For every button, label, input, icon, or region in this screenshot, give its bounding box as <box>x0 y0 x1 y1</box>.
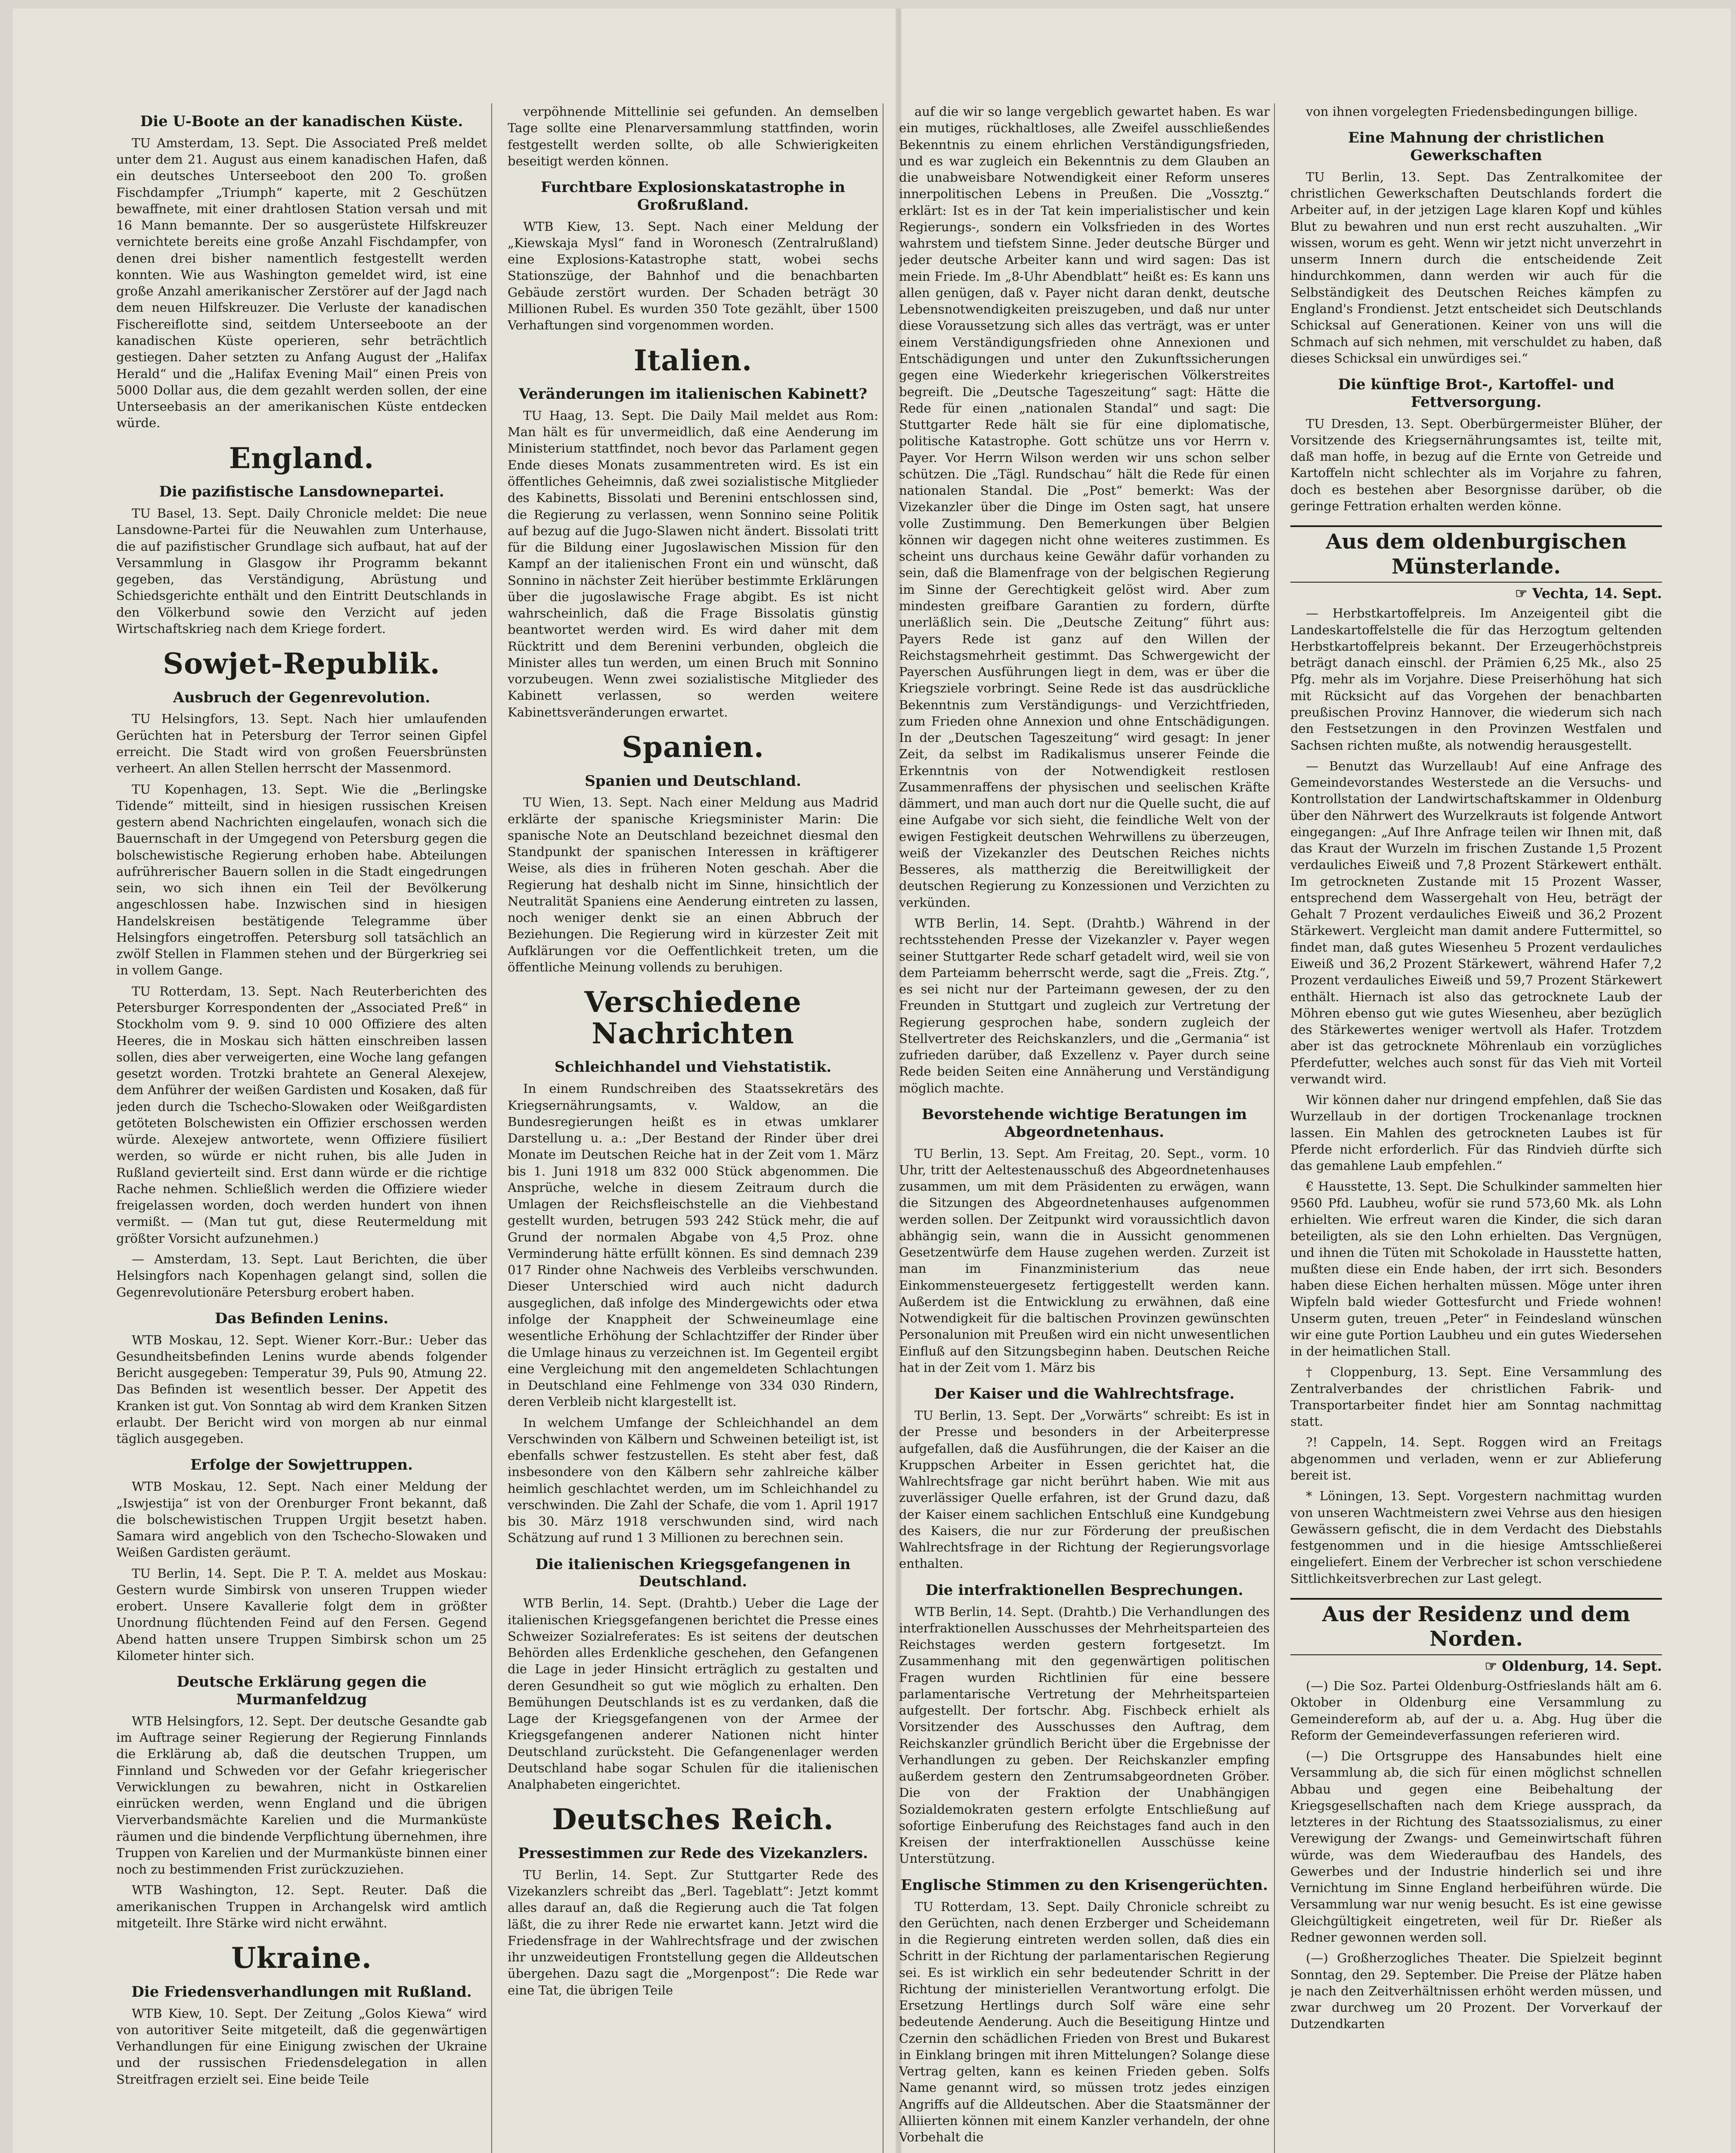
newspaper-page <box>116 103 1666 2153</box>
article-paragraph: TU Berlin, 14. Sept. Die P. T. A. meldet aus Moskau: Gestern wurde Simbirsk von unseren Truppen wieder erobert. Unsere Kavallerie folgt dem in größter Unordnung flüchtenden Feind auf den Fersen. Gegend Abend hatten unsere Truppen Simbirsk schon um 25 Kilometer hinter sich. <box>116 1566 487 1663</box>
article-paragraph: In einem Rundschreiben des Staatssekretärs des Kriegsernährungsamts, v. Waldow, an die Bundesregierungen heißt es in etwas umklarer Darstellung u. a.: „Der Bestand der Rinder über drei Monate im Deutschen Reiche hat in der Zeit vom 1. März bis 1. Juni 1918 um 832 000 Stück abgenommen. Die Ansprüche, welche in diesem Zeitraum durch die Umlagen der Reichsfleischstelle an die Viehbestand gestellt wurden, betrugen 593 242 Stück mehr, die auf Grund der normalen Abgabe von 4,5 Proz. ohne Verminderung hätte erfüllt können. Es sind demnach 239 017 Rinder ohne Nachweis des Verbleibs verschwunden. Dieser Unterschied wird auch nicht dadurch ausgeglichen, daß infolge des Mindergewichts oder etwa infolge der Knappheit der Schweineumlage eine wesentliche Erhöhung der Schlachtziffer der Rinder über die Umlage hinaus zu verzeichnen ist. Im Gegenteil ergibt eine Vergleichung mit den angemeldeten Schlachtungen in Deutschland eine Fehlmenge von 334 030 Rindern, deren Verbleib nicht klargestellt ist. <box>508 1081 878 1409</box>
article-paragraph: † Cloppenburg, 13. Sept. Eine Versammlung des Zentralverbandes der christlichen Fabrik- und Transportarbeiter findet hier am Sonntag nachmittag statt. <box>1290 1365 1662 1429</box>
article-paragraph: WTB Washington, 12. Sept. Reuter. Daß die amerikanischen Truppen in Archangelsk wird amtlich mitgeteilt. Ihre Stärke wird nicht erwähnt. <box>116 1883 487 1930</box>
article-paragraph: Wir können daher nur dringend empfehlen, daß Sie das Wurzellaub in der dortigen Trockenanlage trocknen lassen. Ein Mahlen des getrockneten Laubes ist für Pferde nicht erforderlich. Für das Rindvieh dürfte sich das gemahlene Laub empfehlen.“ <box>1290 1092 1662 1173</box>
article-paragraph: — Amsterdam, 13. Sept. Laut Berichten, die über Helsingfors nach Kopenhagen gelangt sind, sollen die Gegenrevolutionäre Petersburg erobert haben. <box>116 1251 487 1300</box>
article-paragraph: — Herbstkartoffelpreis. Im Anzeigenteil gibt die Landeskartoffelstelle die für das Herzogtum geltenden Herbstkartoffelpreis bekannt. Der Erzeugerhöchstpreis beträgt danach einschl. der Prämien 6,25 Mk., also 25 Pfg. mehr als im Vorjahre. Diese Preiserhöhung hat sich mit Rücksicht auf das Vorgehen der benachbarten preußischen Provinz Hannover, die wiederum sich nach den Festsetzungen in den Provinzen Westfalen und Sachsen richten mußte, als notwendig herausgestellt. <box>1290 606 1662 753</box>
article-heading: Die künftige Brot-, Kartoffel- und Fettversorgung. <box>1338 376 1615 411</box>
article-paragraph: WTB Moskau, 12. Sept. Wiener Korr.-Bur.: Ueber das Gesundheitsbefinden Lenins wurde abends folgender Bericht ausgegeben: Temperatur 39, Puls 90, Atmung 22. Das Befinden ist wesentlich besser. Der Appetit des Kranken ist gut. Von Sonntag ab wird dem Kranken Sitzen erlaubt. Der Bericht wird von morgen ab nur einmal täglich ausgegeben. <box>116 1332 487 1446</box>
article-paragraph: € Hausstette, 13. Sept. Die Schulkinder sammelten hier 9560 Pfd. Laubheu, wofür sie rund 573,60 Mk. als Lohn erhielten. Wie erfreut waren die Kinder, die sich daran beteiligten, als sie den Lohn erhielten. Das Vergnügen, und ihnen die Tüten mit Schokolade in Hausstette hatten, mußten diese ein Ende haben, der irrt sich. Besonders haben diese Eichen herhalten müssen. Möge unter ihren Wipfeln bald wieder Gottesfurcht und Friede wohnen! Unserm guten, treuen „Peter“ in Feindesland wünschen wir eine gute Portion Laubheu und ein gutes Wiedersehen in der heimatlichen Stall. <box>1290 1179 1662 1359</box>
article-heading: Die pazifistische Lansdownepartei. <box>159 483 444 501</box>
article-heading: Pressestimmen zur Rede des Vizekanzlers. <box>518 1845 868 1862</box>
article-paragraph: * Löningen, 13. Sept. Vorgestern nachmittag wurden von unseren Wachtmeistern zwei Vehrse aus den hiesigen Gewässern gefischt, die in dem Verdacht des Diebstahls festgenommen und in die hiesige Amtsschließerei eingeliefert. Einem der Verbrecher ist schon verschiedene Sittlichkeitsverbrechen zur Last gelegt. <box>1290 1489 1662 1586</box>
article-paragraph: WTB Berlin, 14. Sept. (Drahtb.) Ueber die Lage der italienischen Kriegsgefangenen berichtet die Presse eines Schweizer Sozialreferates: Es ist seitens der deutschen Behörden alles Erdenkliche geschehen, den Gefangenen die Lage in jeder Hinsicht erträglich zu gestalten und deren Gesundheit so gut wie möglich zu erhalten. Den Bemühungen Deutschlands ist es zu verdanken, daß die Lage der Kriegsgefangenen von der Armee der Kriegsgefangenen anderer Nationen nicht hinter Deutschland zurücksteht. Die Gefangenenlager werden Deutschland habe sogar Schulen für die italienischen Analphabeten eingerichtet. <box>508 1596 878 1792</box>
article-heading: Spanien und Deutschland. <box>585 772 801 790</box>
article-heading: Erfolge der Sowjettruppen. <box>190 1456 413 1474</box>
article-paragraph: In welchem Umfange der Schleichhandel an dem Verschwinden von Kälbern und Schweinen beteiligt ist, ist ebenfalls schwer festzustellen. Es steht aber fest, daß insbesondere von den Kälbern sehr zahlreiche kälber heimlich geschlachtet werden, um im Schleichhandel zu verschwinden. Die Zahl der Schafe, die vom 1. April 1917 bis 30. März 1918 verschwunden sind, wird nach Schätzung auf rund 1 3 Millionen zu berechnen sein. <box>508 1415 878 1545</box>
article-paragraph: TU Berlin, 13. Sept. Das Zentralkomitee der christlichen Gewerkschaften Deutschlands fordert die Arbeiter auf, in der jetzigen Lage klaren Kopf und kühles Blut zu bewahren und nun erst recht auszuhalten. „Wir wissen, worum es geht. Wenn wir jetzt nicht unverzehrt in unserm Innern durch die entscheidende Zeit hindurchkommen, dann werden wir auch für die Selbständigkeit des Deutschen Reiches kämpfen zu England's Frondienst. Jetzt entscheidet sich Deutschlands Schicksal auf Generationen. Keiner von uns will die Schmach auf sich nehmen, mit verschuldet zu haben, daß dieses Schicksal ein unwürdiges sei.“ <box>1290 169 1662 366</box>
article-paragraph: TU Basel, 13. Sept. Daily Chronicle meldet: Die neue Lansdowne-Partei für die Neuwahlen zum Unterhause, die auf pazifistischer Grundlage sich aufbaut, hat auf der Versammlung in Glasgow ihr Programm bekannt gegeben, das Verständigung, Abrüstung und Schiedsgerichte enthält und den Eintritt Deutschlands in den Völkerbund sowie den Verzicht auf jeden Wirtschaftskrieg nach dem Kriege fordert. <box>116 506 487 636</box>
dateline: ☞ Oldenburg, 14. Sept. <box>1485 1658 1662 1675</box>
dateline: ☞ Vechta, 14. Sept. <box>1515 585 1662 602</box>
article-paragraph: TU Wien, 13. Sept. Nach einer Meldung aus Madrid erklärte der spanische Kriegsminister Marin: Die spanische Note an Deutschland bezeichnet diesmal den Standpunkt der spanischen Interessen in kräftigerer Weise, als dies in früheren Noten geschah. Aber die Regierung hat deshalb nicht im Sinne, hinsichtlich der Neutralität Spaniens eine Aenderung eintreten zu lassen, noch weniger denkt sie an einen Abbruch der Beziehungen. Die Regierung wird in kürzester Zeit mit Aufklärungen vor die Oeffentlichkeit treten, um die öffentliche Meinung vollends zu beruhigen. <box>508 795 878 974</box>
article-paragraph: TU Helsingfors, 13. Sept. Nach hier umlaufenden Gerüchten hat in Petersburg der Terror seinen Gipfel erreicht. Die Stadt wird von großen Feuersbrünsten verheert. An allen Stellen herrscht der Massenmord. <box>116 711 487 776</box>
section-heading: England. <box>229 441 375 475</box>
section-heading: Ukraine. <box>231 1941 372 1975</box>
article-paragraph: (—) Die Ortsgruppe des Hansabundes hielt eine Versammlung ab, die sich für einen möglichst schnellen Abbau und gegen eine Beibehaltung der Kriegsgesellschaften nach dem Kriege aussprach, da letzteres in der Richtung des Staatssozialismus, zu einer Verewigung der Zwangs- und Gemeinwirtschaft führen würde, was dem Wiederaufbau des Handels, des Gewerbes und der Industrie hinderlich sei und ihre Vernichtung im Sinne England herbeiführen würde. Die Versammlung war nur wenig besucht. Es ist eine gewisse Gleichgültigkeit eingetreten, weil für Dr. Rießer als Redner gewonnen werden soll. <box>1290 1749 1662 1945</box>
article-paragraph: WTB Moskau, 12. Sept. Nach einer Meldung der „Iswjestija“ ist von der Orenburger Front bekannt, daß die bolschewistischen Truppen Urgjit besetzt haben. Samara wird angeblich von den Tschecho-Slowaken und Weißen Gardisten geräumt. <box>116 1479 487 1560</box>
article-heading: Die U-Boote an der kanadischen Küste. <box>140 113 463 130</box>
article-paragraph: WTB Berlin, 14. Sept. (Drahtb.) Während in der rechtsstehenden Presse der Vizekanzler v. Payer wegen seiner Stuttgarter Rede scharf getadelt wird, weil sie von dem Parteiamm beherrscht werde, sagt die „Freis. Ztg.“, es sei nicht nur der Parteimann gewesen, der zu den Freunden in Stuttgart und zugleich zur Vertretung der Regierung gesprochen habe, sondern zugleich der Stellvertreter des Reichskanzlers, und die „Germania“ ist zufrieden darüber, daß Exzellenz v. Payer durch seine Rede beiden Seiten eine Annäherung und Verständigung möglich machte. <box>899 916 1270 1095</box>
article-heading: Die interfraktionellen Besprechungen. <box>925 1581 1243 1599</box>
section-heading: Sowjet-Republik. <box>163 647 440 681</box>
article-heading: Ausbruch der Gegenrevolution. <box>173 689 431 706</box>
article-paragraph: TU Berlin, 13. Sept. Der „Vorwärts“ schreibt: Es ist in der Presse und besonders in der Arbeiterpresse aufgefallen, daß die Ausführungen, die der Kaiser an die Kruppschen Arbeiter in Essen gerichtet hat, die Wahlrechtsfrage gar nicht berührt haben. Wie mit aus zuverlässiger Quelle erfahren, ist der Grund dazu, daß der Kaiser einem sachlichen Entschluß eine Kundgebung des Kaisers, die nur zur Förderung der preußischen Wahlrechtsfrage in der Richtung der Regierungsvorlage enthalten. <box>899 1408 1270 1571</box>
article-paragraph: verpöhnende Mittellinie sei gefunden. An demselben Tage sollte eine Plenarversammlung stattfinden, worin festgestellt werden sollte, ob alle Schwierigkeiten beseitigt werden können. <box>508 104 878 168</box>
column-3 <box>899 103 1275 2153</box>
article-heading: Englische Stimmen zu den Krisengerüchten. <box>901 1876 1268 1894</box>
article-paragraph: WTB Berlin, 14. Sept. (Drahtb.) Die Verhandlungen des interfraktionellen Ausschusses der Mehrheitsparteien des Reichstages werden gestern fortgesetzt. Im Zusammenhang mit den gegenwärtigen politischen Fragen wurden Richtlinien für eine bessere parlamentarische Vertretung der Mehrheitsparteien aufgestellt. Der fortschr. Abg. Fischbeck erhielt als Vorsitzender des Ausschusses den Auftrag, dem Reichskanzler gründlich Bericht über die Ergebnisse der Verhandlungen zu geben. Der Reichskanzler empfing außerdem gestern den Zentrumsabgeordneten Gröber. Die von der Fraktion der Unabhängigen Sozialdemokraten gestern erfolgte Entschließung auf sofortige Einberufung des Reichstages fand auch in den Kreisen der interfraktionellen Ausschüsse keine Unterstützung. <box>899 1604 1270 1866</box>
article-heading: Deutsche Erklärung gegen die Murmanfeldzug <box>177 1673 427 1708</box>
article-paragraph: WTB Kiew, 13. Sept. Nach einer Meldung der „Kiewskaja Mysl“ fand in Woronesch (Zentralrußland) eine Explosions-Katastrophe statt, wobei sechs Stationszüge, der Bahnhof und die benachbarten Gebäude zerstört wurden. Der Schaden beträgt 30 Millionen Rubel. Es wurden 350 Tote gezählt, über 1500 Verhaftungen sind vorgenommen worden. <box>508 219 878 333</box>
article-paragraph: TU Rotterdam, 13. Sept. Nach Reuterberichten des Petersburger Korrespondenten der „Associated Preß“ in Stockholm vom 9. 9. sind 10 000 Offiziere des alten Heeres, die in Moskau sich hätten einschreiben lassen sollen, dies aber verweigerten, eine Woche lang gefangen gesetzt worden. Trotzki brahtete an General Alexejew, dem Anführer der weißen Gardisten und Kosaken, daß für jeden durch die Tschecho-Slowaken oder Weißgardisten getöteten Bolschewisten ein Offizier erschossen werden würde. Alexejew antwortete, wenn Offiziere füsiliert werden, so würde er nicht ruhen, bis alle Juden in Rußland gevierteilt sind. Erst dann würde er die richtige Rache nehmen. Schließlich werden die Offiziere wieder freigelassen worden, doch werden hundert von ihnen vermißt. — (Man tut gut, diese Reutermeldung mit größter Vorsicht aufzunehmen.) <box>116 983 487 1246</box>
article-paragraph: TU Dresden, 13. Sept. Oberbürgermeister Blüher, der Vorsitzende des Kriegsernährungsamtes ist, teilte mit, daß man hoffe, in bezug auf die Ernte von Getreide und Kartoffeln nicht schlechter als im Vorjahre zu fahren, doch es bestehen aber Besorgnisse darüber, ob die geringe Fettration erhalten werden könne. <box>1290 416 1662 513</box>
article-paragraph: (—) Die Soz. Partei Oldenburg-Ostfrieslands hält am 6. Oktober in Oldenburg eine Versammlung zu Gemeindereform ab, auf der u. a. Abg. Hug über die Reform der Gemeindeverfassungen referieren wird. <box>1290 1678 1662 1743</box>
article-heading: Furchtbare Explosionskatastrophe in Großrußland. <box>541 179 845 214</box>
article-heading: Der Kaiser und die Wahlrechtsfrage. <box>934 1385 1235 1403</box>
article-paragraph: ?! Cappeln, 14. Sept. Roggen wird an Freitags abgenommen und verladen, wenn er zur Ablieferung bereit ist. <box>1290 1435 1662 1483</box>
article-heading: Die italienischen Kriegsgefangenen in Deutschland. <box>535 1555 851 1591</box>
article-paragraph: (—) Großherzogliches Theater. Die Spielzeit beginnt Sonntag, den 29. September. Die Preise der Plätze haben je nach den Zeitverhältnissen erhöht werden müssen, und zwar durchweg um 20 Prozent. Der Vorverkauf der Dutzendkarten <box>1290 1951 1662 2032</box>
article-paragraph: WTB Helsingfors, 12. Sept. Der deutsche Gesandte gab im Auftrage seiner Regierung der Regierung Finnlands die Erklärung ab, daß die deutschen Truppen, um Finnland und Schweden vor der Gefahr kriegerischer Verwicklungen zu bewahren, nicht in Ostkarelien einrücken werden, wenn England und die übrigen Vierverbandsmächte Karelien und die Murmanküste räumen und die bindende Verpflichtung übernehmen, ihre Truppen von Karelien und der Murmanküste binnen einer noch zu bestimmenden Frist zurückzuziehen. <box>116 1713 487 1877</box>
article-paragraph: TU Berlin, 14. Sept. Zur Stuttgarter Rede des Vizekanzlers schreibt das „Berl. Tageblatt“: Jetzt kommt alles darauf an, daß die Regierung auch die Tat folgen läßt, die zu ihrer Rede nie erwartet kann. Jetzt wird die Friedensfrage in der Wahlrechtsfrage und der zwischen ihr unzweideutigen Frontstellung gegen die Alldeutschen übergehen. Dazu sagt die „Morgenpost“: Die Rede war eine Tat, die übrigen Teile <box>508 1867 878 1998</box>
column-1 <box>116 103 492 2153</box>
article-paragraph: von ihnen vorgelegten Friedensbedingungen billige. <box>1306 104 1638 119</box>
regional-heading: Aus dem oldenburgischen Münsterlande. <box>1290 525 1662 583</box>
column-2 <box>508 103 884 2153</box>
section-heading: Deutsches Reich. <box>552 1802 834 1837</box>
article-paragraph: TU Kopenhagen, 13. Sept. Wie die „Berlingske Tidende“ mitteilt, sind in hiesigen russischen Kreisen gestern abend Nachrichten eingelaufen, wonach sich die Bauernschaft in der Umgegend von Petersburg gegen die bolschewistische Regierung erhoben habe. Abteilungen aufrührerischer Bauern sollen in die Stadt eingedrungen sein, wo sich ihnen ein Teil der Bevölkerung angeschlossen habe. Inzwischen sind in hiesigen Handelskreisen bestätigende Telegramme über Helsingfors eingetroffen. Petersburg soll tatsächlich an zwölf Stellen in Flammen stehen und der Bürgerkrieg sei in vollem Gange. <box>116 782 487 978</box>
article-heading: Veränderungen im italienischen Kabinett? <box>518 385 868 403</box>
article-heading: Das Befinden Lenins. <box>214 1309 389 1327</box>
section-heading: Italien. <box>633 343 753 377</box>
article-paragraph: TU Berlin, 13. Sept. Am Freitag, 20. Sept., vorm. 10 Uhr, tritt der Aeltestenausschuß des Abgeordnetenhauses zusammen, um mit dem Präsidenten zu erwägen, wann die Sitzungen des Abgeordnetenhauses aufgenommen werden sollen. Der Zeitpunkt wird voraussichtlich davon abhängig sein, wann die in Aussicht genommenen Gesetzentwürfe dem Hause zugehen werden. Zurzeit ist man im Finanzministerium das neue Einkommensteuergesetz fertiggestellt werden kann. Außerdem ist die Entwicklung zu erwähnen, daß eine Notwendigkeit für die baltischen Provinzen gewünschten Personalunion mit Preußen wird ein nicht unwesentlichen Einfluß auf den Sitzungsbeginn haben. Deutschen Reiche hat in der Zeit vom 1. März bis <box>899 1146 1270 1375</box>
section-heading: Verschiedene Nachrichten <box>584 985 802 1050</box>
regional-heading: Aus der Residenz und dem Norden. <box>1290 1598 1662 1655</box>
article-heading: Schleichhandel und Viehstatistik. <box>554 1058 832 1076</box>
article-paragraph: — Benutzt das Wurzellaub! Auf eine Anfrage des Gemeindevorstandes Westerstede an die Versuchs- und Kontrollstation der Landwirtschaftskammer in Oldenburg über den Nährwert des Wurzelkrauts ist folgende Antwort eingegangen: „Auf Ihre Anfrage teilen wir Ihnen mit, daß das Kraut der Wurzeln im frischen Zustande 1,5 Prozent verdauliches Eiweiß und 7,8 Prozent Stärkewert enthält. Im getrockneten Zustande mit 15 Prozent Wasser, entsprechend dem Wassergehalt von Heu, beträgt der Gehalt 7 Prozent verdauliches Eiweiß und 36,2 Prozent Stärkewert. Vergleicht man damit andere Futtermittel, so findet man, daß gutes Wiesenheu 5 Prozent verdauliches Eiweiß und 36,2 Prozent Stärkewert, während Hafer 7,2 Prozent verdauliches Eiweiß und 59,7 Prozent Stärkewert enthält. Hiernach ist also das getrocknete Laub der Möhren ebenso gut wie gutes Wiesenheu, aber bezüglich des Stärkewertes weniger wertvoll als Hafer. Trotzdem aber ist das getrocknete Möhrenlaub ein vorzügliches Pferdefutter, welches auch sonst für das Vieh mit Vorteil verwandt wird. <box>1290 758 1662 1086</box>
article-paragraph: WTB Kiew, 10. Sept. Der Zeitung „Golos Kiewa“ wird von autoritiver Seite mitgeteilt, daß die gegenwärtigen Verhandlungen für eine Einigung zwischen der Ukraine und der russischen Friedensdelegation in allen Streitfragen erzielt sei. Eine beide Teile <box>116 2006 487 2087</box>
newspaper-sheet <box>13 9 1731 2153</box>
article-paragraph: auf die wir so lange vergeblich gewartet haben. Es war ein mutiges, rückhaltloses, alle Zweifel ausschließendes Bekenntnis zu einem ehrlichen Verständigungsfrieden, und es war zugleich ein Bekenntnis zu dem Glauben an die unabweisbare Notwendigkeit einer Reform unseres innerpolitischen Lebens in Preußen. Die „Vossztg.“ erklärt: Ist es in der Tat kein imperialistischer und kein Regierungs-, sondern ein Volksfrieden in des Wortes wahrstem und tiefstem Sinne. Jeder deutsche Bürger und jeder deutsche Arbeiter kann und wird sagen: Das ist mein Friede. Im „8-Uhr Abendblatt“ heißt es: Es kann uns allen genügen, daß v. Payer nicht daran denkt, deutsche Lebensnotwendigkeiten preiszugeben, und daß nur unter diese Voraussetzung sich alles das verträgt, was er unter einem Verständigungsfrieden ohne Annexionen und Entschädigungen und unter den Zukunftssicherungen gegen eine Wiederkehr kriegerischen Völkerstreites begreift. Die „Deutsche Tageszeitung“ sagt: Hätte die Rede für einen „nationalen Standal“ und sagt: Die Stuttgarter Rede hält sie für eine diplomatische, politische Katastrophe. Gott schütze uns vor Herrn v. Payer. Vor Herrn Wilson werden wir uns schon selber schützen. Die „Tägl. Rundschau“ hält die Rede für einen nationalen Standal. Die „Post“ bemerkt: Was der Vizekanzler über die Dinge im Osten sagt, hat unsere volle Zustimmung. Den Bemerkungen über Belgien können wir dagegen nicht ohne weiteres zustimmen. Es scheint uns durchaus keine Gewähr dafür vorhanden zu sein, daß die Blamenfrage von der belgischen Regierung im Sinne der Gerechtigkeit gelöst wird. Aber zum mindesten greifbare Garantien zu fordern, dürfte unerläßlich sein. Die „Deutsche Zeitung“ führt aus: Payers Rede ist ganz auf den Willen der Reichstagsmehrheit gestimmt. Das Schwergewicht der Payerschen Ausführungen liegt in dem, was er über die Kriegsziele vorbringt. Seine Rede ist das ausdrückliche Bekenntnis zum Verständigungs- und Verzichtfrieden, zum Frieden ohne Annexion und ohne Entschädigungen. In der „Deutschen Tageszeitung“ wird gesagt: In jener Zeit, da selbst im Radikalismus unserer Feinde die Erkenntnis von der Notwendigkeit restlosen Zusammenraffens der physischen und seelischen Kräfte dämmert, und man auch dort nur die Quelle sucht, die auf eine Aufgabe vor sich sieht, die feindliche Welt von der ewigen Festigkeit deutschen Wehrwillens zu überzeugen, weiß der Vizekanzler des Deutschen Reiches nichts Besseres, als mattherzig die Bereitwilligkeit der deutschen Regierung zu Konzessionen und Verzichten zu verkünden. <box>899 104 1270 910</box>
article-heading: Bevorstehende wichtige Beratungen im Abgeordnetenhaus. <box>921 1105 1247 1141</box>
article-heading: Eine Mahnung der christlichen Gewerkschaften <box>1348 129 1605 164</box>
column-4 <box>1290 103 1666 2153</box>
section-heading: Spanien. <box>622 730 764 764</box>
article-paragraph: TU Rotterdam, 13. Sept. Daily Chronicle schreibt zu den Gerüchten, nach denen Erzberger und Scheidemann in die Regierung eintreten werden sollen, daß dies ein Schritt in der Richtung der parlamentarischen Regierung sei. Es ist wirklich ein sehr bedeutender Schritt in der Richtung der ministeriellen Verantwortung erfolgt. Die Ersetzung Hertlings durch Solf wäre eine sehr bedeutende Aenderung. Auch die Beseitigung Hintze und Czernin den schädlichen Frieden von Brest und Bukarest in Einklang bringen mit ihren Mittelungen? Solange diese Vertrag gelten, kann es keinen Frieden geben. Solfs Name genannt wird, so müssen trotz jedes einzigen Angriffs auf die Alldeutschen. Aber die Staatsmänner der Alliierten können mit einem Kanzler verhandeln, der ohne Vorbehalt die <box>899 1899 1270 2145</box>
article-heading: Die Friedensverhandlungen mit Rußland. <box>131 1983 472 2001</box>
article-paragraph: TU Amsterdam, 13. Sept. Die Associated Preß meldet unter dem 21. August aus einem kanadischen Hafen, daß ein deutsches Unterseeboot den 200 To. großen Fischdampfer „Triumph“ kaperte, mit 2 Geschützen bewaffnete, mit einer drahtlosen Station versah und mit 16 Mann bemannte. Der so ausgerüstete Hilfskreuzer vernichtete bereits eine große Anzahl Fischdampfer, von denen drei bisher namentlich festgestellt werden konnten. Wie aus Washington gemeldet wird, ist eine große Anzahl amerikanischer Zerstörer auf der Jagd nach dem neuen Hilfskreuzer. Die Verluste der kanadischen Fischereiflotte sind, seitdem Unterseeboote an der kanadischen Küste operieren, sehr beträchtlich gestiegen. Daher setzten zu Anfang August der „Halifax Herald“ und die „Halifax Evening Mail“ einen Preis von 5000 Dollar aus, die dem gezahlt werden sollen, der eine Unterseebasis an der amerikanischen Küste entdecken würde. <box>116 135 487 431</box>
article-paragraph: TU Haag, 13. Sept. Die Daily Mail meldet aus Rom: Man hält es für unvermeidlich, daß eine Aenderung im Ministerium stattfindet, noch bevor das Parlament gegen Ende dieses Monats zusammentreten wird. Es ist ein öffentliches Geheimnis, daß zwei sozialistische Mitglieder des Kabinetts, Bissolati und Berenini entschlossen sind, die Regierung zu verlassen, wenn Sonnino seine Politik auf bezug auf die Jugo-Slawen nicht ändert. Bissolati tritt für die Bildung einer Jugoslawischen Mission für den Kampf an der italienischen Front ein und wünscht, daß Sonnino in nächster Zeit hierüber bestimmte Erklärungen über die jugoslawische Frage abgibt. Es ist nicht wahrscheinlich, daß die Frage Bissolatis günstig beantwortet werden wird. Es wird daher mit dem Rücktritt und dem Berenini verbunden, obgleich die Minister alles tun werden, um einen Bruch mit Sonnino vorzubeugen. Wenn zwei sozialistische Mitglieder des Kabinett verlassen, so werden weitere Kabinettsveränderungen erwartet. <box>508 408 878 720</box>
